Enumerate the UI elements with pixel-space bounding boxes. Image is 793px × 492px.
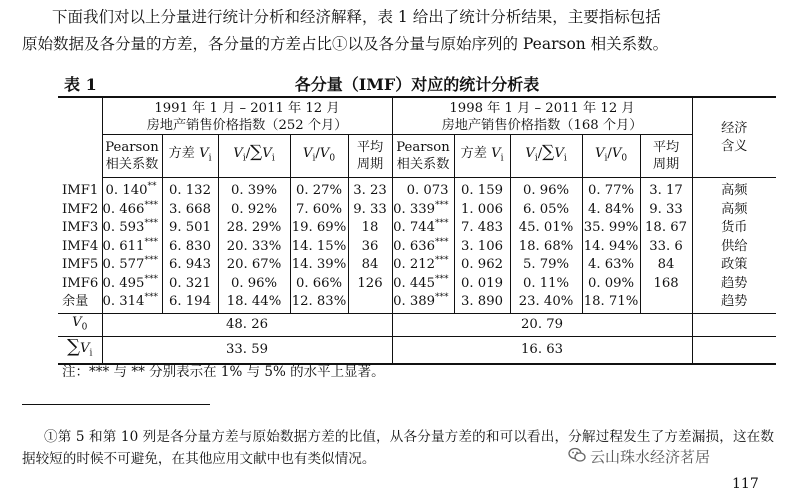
table-row — [58, 219, 776, 238]
row-label: IMF5 — [62, 257, 99, 272]
cycle-cell: 9. 33 — [348, 201, 392, 220]
period-2-dates: 1998 年 1 月 – 2011 年 12 月 — [449, 101, 635, 116]
econ-cell: 供给 — [692, 238, 776, 257]
variance-cell: 6. 830 — [162, 238, 218, 257]
cycle-cell: 3. 17 — [640, 178, 692, 201]
v0-label: $V_0$ — [58, 313, 102, 337]
share-cell: 28. 29% — [218, 219, 290, 238]
econ-cell: 高频 — [692, 201, 776, 220]
variance-cell: 0. 321 — [162, 275, 218, 294]
cycle-header-2: 平均 周期 — [640, 135, 692, 178]
share-cell: 6. 05% — [510, 201, 582, 220]
period-1-series: 房地产销售价格指数（252 个月） — [146, 118, 348, 133]
share-cell: 0. 92% — [218, 201, 290, 220]
table-caption — [58, 70, 776, 94]
pearson-cell: 0. 593*** — [102, 219, 162, 238]
sum-v-empty — [692, 337, 776, 365]
pearson-cell: 0. 495*** — [102, 275, 162, 294]
pearson-cell: 0. 339*** — [392, 201, 454, 220]
pearson-header-2: Pearson 相关系数 — [392, 135, 454, 178]
pearson-cell: 0. 744*** — [392, 219, 454, 238]
v0-value-1: 48. 26 — [102, 313, 392, 337]
table-row — [58, 293, 776, 313]
period-1-header — [102, 97, 392, 135]
pearson-cell: 0. 636*** — [392, 238, 454, 257]
intro-line-2: 原始数据及各分量的方差，各分量的方差占比①以及各分量与原始序列的 Pearson 相关系数。 — [22, 35, 669, 53]
econ-cell: 高频 — [692, 178, 776, 201]
table-row — [58, 201, 776, 220]
variance-cell: 9. 501 — [162, 219, 218, 238]
ratio-cell: 4. 84% — [582, 201, 640, 220]
econ-header-line-2: 含义 — [721, 138, 748, 154]
cycle-cell: 84 — [348, 256, 392, 275]
footnote: ①第 5 和第 10 列是各分量方差与原始数据方差的比值，从各分量方差的和可以看出，分解过程发生了方差漏损，这在数据较短的时候不可避免，在其他应用文献中也有类似情况。 — [22, 429, 774, 467]
ratio-cell: 14. 39% — [290, 256, 348, 275]
share-cell: 20. 67% — [218, 256, 290, 275]
table-title: 各分量（IMF）对应的统计分析表 — [294, 75, 540, 94]
period-1-dates: 1991 年 1 月 – 2011 年 12 月 — [154, 101, 340, 116]
cycle-cell: 84 — [640, 256, 692, 275]
row-label: IMF4 — [62, 238, 99, 254]
cycle-cell — [348, 293, 392, 313]
pearson-cell: 0. 577*** — [102, 256, 162, 275]
intro-line-1: 下面我们对以上分量进行统计分析和经济解释，表 1 给出了统计分析结果，主要指标包括 — [52, 8, 661, 26]
cycle-cell: 36 — [348, 238, 392, 257]
ratio-cell: 0. 09% — [582, 275, 640, 294]
ratio-cell: 14. 15% — [290, 238, 348, 257]
pearson-cell: 0. 212*** — [392, 256, 454, 275]
period-row — [58, 97, 776, 135]
ratio-cell: 14. 94% — [582, 238, 640, 257]
variance-cell: 3. 890 — [454, 293, 510, 313]
ratio-cell: 35. 99% — [582, 219, 640, 238]
corner-cell — [58, 97, 102, 178]
pearson-cell: 0. 611*** — [102, 238, 162, 257]
econ-header-line-1: 经济 — [721, 120, 748, 136]
share-header-1: $V_i/\sum V_i$ — [218, 135, 290, 178]
page-number: 117 — [732, 476, 759, 492]
econ-header — [692, 97, 776, 178]
share-cell: 45. 01% — [510, 219, 582, 238]
share-cell: 0. 96% — [510, 178, 582, 201]
pearson-cell: 0. 466*** — [102, 201, 162, 220]
row-label: IMF3 — [62, 220, 99, 235]
ratio-header-2: $V_i/V_0$ — [582, 135, 640, 178]
share-cell: 0. 96% — [218, 275, 290, 294]
table-row — [58, 256, 776, 275]
sum-v-value-2: 16. 63 — [392, 337, 692, 365]
variance-header-2: 方差 $V_i$ — [454, 135, 510, 178]
v0-empty — [692, 313, 776, 337]
ratio-cell: 19. 69% — [290, 219, 348, 238]
variance-cell: 0. 962 — [454, 256, 510, 275]
variance-header-1: 方差 $V_i$ — [162, 135, 218, 178]
sum-v-label: $\sum V_i$ — [58, 337, 102, 365]
table-number: 表 1 — [64, 75, 97, 94]
variance-cell: 0. 132 — [162, 178, 218, 201]
pearson-cell: 0. 389*** — [392, 293, 454, 313]
variance-cell: 7. 483 — [454, 219, 510, 238]
cycle-cell: 33. 6 — [640, 238, 692, 257]
econ-cell: 货币 — [692, 219, 776, 238]
table-row — [58, 178, 776, 201]
cycle-cell: 9. 33 — [640, 201, 692, 220]
share-cell: 18. 68% — [510, 238, 582, 257]
variance-cell: 0. 159 — [454, 178, 510, 201]
ratio-cell: 0. 27% — [290, 178, 348, 201]
row-label: IMF6 — [62, 275, 99, 291]
ratio-cell: 0. 66% — [290, 275, 348, 294]
ratio-header-1: $V_i/V_0$ — [290, 135, 348, 178]
share-cell: 0. 11% — [510, 275, 582, 294]
sum-v-value-1: 33. 59 — [102, 337, 392, 365]
cycle-cell: 18 — [348, 219, 392, 238]
econ-cell: 政策 — [692, 256, 776, 275]
v0-value-2: 20. 79 — [392, 313, 692, 337]
share-cell: 18. 44% — [218, 293, 290, 313]
row-label: IMF2 — [62, 201, 99, 217]
watermark-text: 云山珠水经济茗居 — [590, 448, 711, 466]
row-label: 余量 — [62, 294, 89, 309]
row-label: IMF1 — [62, 182, 99, 198]
share-cell: 23. 40% — [510, 293, 582, 313]
cycle-cell: 126 — [348, 275, 392, 294]
intro-paragraph — [22, 4, 782, 58]
cycle-cell: 18. 67 — [640, 219, 692, 238]
ratio-cell: 18. 71% — [582, 293, 640, 313]
share-cell: 0. 39% — [218, 178, 290, 201]
share-header-2: $V_i/\sum V_i$ — [510, 135, 582, 178]
period-2-header — [392, 97, 692, 135]
column-header-row — [58, 135, 776, 178]
cycle-header-1: 平均 周期 — [348, 135, 392, 178]
variance-cell: 0. 019 — [454, 275, 510, 294]
period-2-series: 房地产销售价格指数（168 个月） — [441, 118, 643, 133]
econ-cell: 趋势 — [692, 293, 776, 313]
variance-cell: 1. 006 — [454, 201, 510, 220]
table-note: 注：*** 与 ** 分别表示在 1% 与 5% 的水平上显著。 — [62, 364, 385, 380]
pearson-cell: 0. 140** — [102, 178, 162, 201]
share-cell: 5. 79% — [510, 256, 582, 275]
pearson-cell: 0. 314*** — [102, 293, 162, 313]
ratio-cell: 4. 63% — [582, 256, 640, 275]
variance-cell: 3. 106 — [454, 238, 510, 257]
pearson-cell: 0. 445*** — [392, 275, 454, 294]
pearson-header-1: Pearson 相关系数 — [102, 135, 162, 178]
footnote-divider — [22, 404, 210, 405]
econ-cell: 趋势 — [692, 275, 776, 294]
share-cell: 20. 33% — [218, 238, 290, 257]
variance-cell: 6. 943 — [162, 256, 218, 275]
table-row — [58, 238, 776, 257]
ratio-cell: 12. 83% — [290, 293, 348, 313]
cycle-cell: 168 — [640, 275, 692, 294]
ratio-cell: 7. 60% — [290, 201, 348, 220]
wechat-icon — [568, 447, 586, 463]
table-row — [58, 275, 776, 294]
variance-cell: 3. 668 — [162, 201, 218, 220]
ratio-cell: 0. 77% — [582, 178, 640, 201]
variance-cell: 6. 194 — [162, 293, 218, 313]
cycle-cell — [640, 293, 692, 313]
statistics-table — [58, 96, 776, 365]
pearson-cell: 0. 073 — [392, 178, 454, 201]
cycle-cell: 3. 23 — [348, 178, 392, 201]
v0-row — [58, 313, 776, 337]
